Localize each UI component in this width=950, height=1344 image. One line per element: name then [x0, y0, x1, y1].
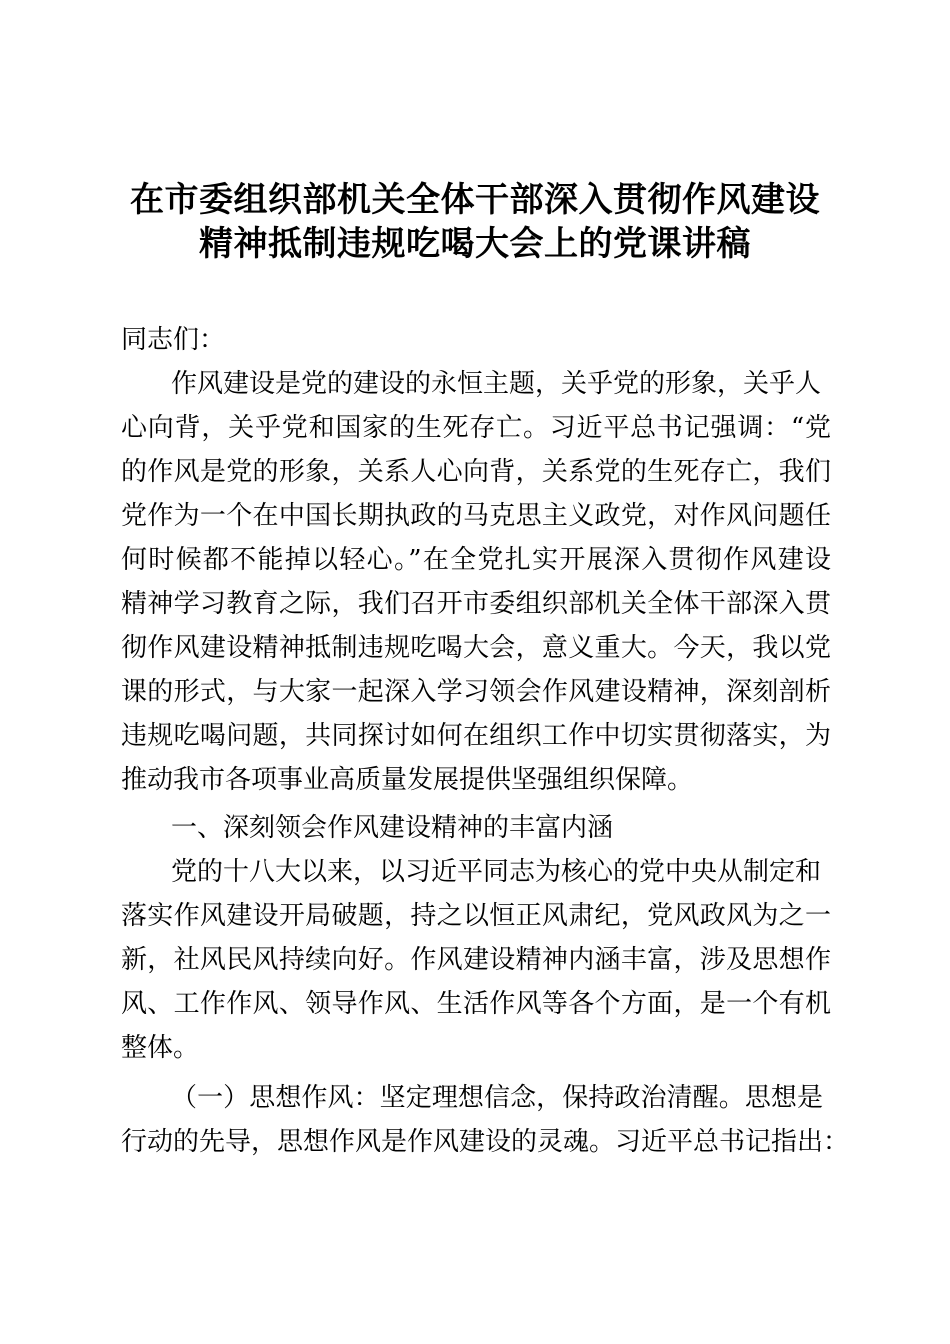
document-title-line-2: 精神抵制违规吃喝大会上的党课讲稿	[199, 224, 751, 264]
paragraph-1-line: 的作风是党的形象，关系人心向背，关系党的生死存亡，我们	[121, 457, 831, 487]
document-title-line-1: 在市委组织部机关全体干部深入贯彻作风建设	[130, 180, 820, 220]
paragraph-1-line: 课的形式，与大家一起深入学习领会作风建设精神，深刻剖析	[121, 677, 831, 707]
paragraph-1-line: 精神学习教育之际，我们召开市委组织部机关全体干部深入贯	[121, 589, 831, 619]
paragraph-2-line: 整体。	[121, 1033, 200, 1063]
paragraph-3-line: （一）思想作风：坚定理想信念，保持政治清醒。思想是	[171, 1083, 823, 1113]
paragraph-3-line: 行动的先导，思想作风是作风建设的灵魂。习近平总书记指出：	[121, 1127, 850, 1157]
paragraph-1-line: 何时候都不能掉以轻心。”在全党扎实开展深入贯彻作风建设	[121, 545, 831, 575]
paragraph-2-line: 风、工作作风、领导作风、生活作风等各个方面，是一个有机	[121, 989, 831, 1019]
paragraph-2-line: 新，社风民风持续向好。作风建设精神内涵丰富，涉及思想作	[121, 945, 831, 975]
section-heading-1: 一、深刻领会作风建设精神的丰富内涵	[171, 813, 614, 843]
paragraph-1-line: 作风建设是党的建设的永恒主题，关乎党的形象，关乎人	[171, 369, 822, 399]
paragraph-1-line: 推动我市各项事业高质量发展提供坚强组织保障。	[121, 765, 694, 795]
paragraph-1-line: 心向背，关乎党和国家的生死存亡。习近平总书记强调：“党	[121, 413, 831, 443]
paragraph-1-line: 违规吃喝问题，共同探讨如何在组织工作中切实贯彻落实，为	[121, 721, 831, 751]
salutation: 同志们：	[121, 325, 226, 355]
paragraph-2-line: 落实作风建设开局破题，持之以恒正风肃纪，党风政风为之一	[121, 901, 831, 931]
paragraph-2-line: 党的十八大以来，以习近平同志为核心的党中央从制定和	[171, 857, 822, 887]
paragraph-1-line: 党作为一个在中国长期执政的马克思主义政党，对作风问题任	[121, 501, 831, 531]
paragraph-1-line: 彻作风建设精神抵制违规吃喝大会，意义重大。今天，我以党	[121, 633, 831, 663]
